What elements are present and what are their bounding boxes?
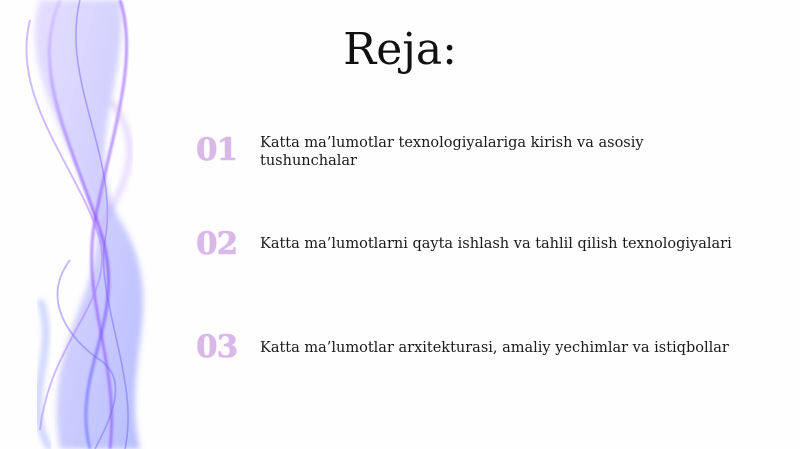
agenda-item-text: Katta ma’lumotlarni qayta ishlash va tahlil qilish texnologiyalari (260, 236, 732, 252)
agenda-item-number: 03 (196, 329, 238, 365)
purple-smoke-wave-icon (0, 0, 200, 449)
agenda-item-number: 01 (196, 132, 238, 168)
agenda-item-number: 02 (196, 226, 238, 262)
agenda-item-text: Katta ma’lumotlar arxitekturasi, amaliy yechimlar va istiqbollar (260, 340, 729, 356)
slide-title: Reja: (343, 24, 457, 75)
agenda-item-text: Katta ma’lumotlar texnologiyalariga kirish va asosiy tushunchalar (260, 135, 644, 169)
